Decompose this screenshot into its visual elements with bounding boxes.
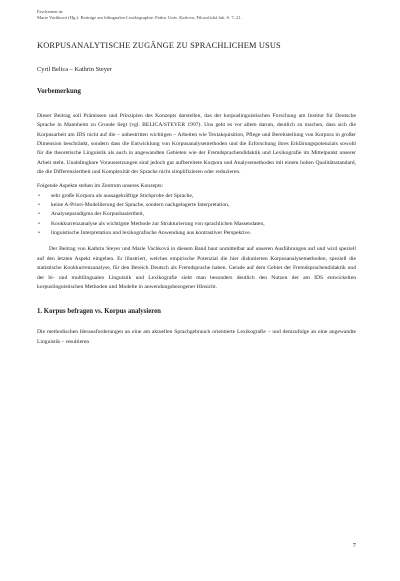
source-note-label: Erschienen in: [37,9,64,14]
paragraph-section-1: Die methodischen Herausforderungen an eine am aktuellen Sprachgebrauch orientierte Lexikografie – und demzufolge an eine angewandte Linguistik – resultieren [37,329,356,345]
list-item [37,201,356,210]
paragraph-aspects-lead: Folgende Aspekte stehen im Zentrum unseres Konzepts: [37,183,164,190]
bullet-icon: • [38,192,40,199]
article-authors: Cyril Belica – Kathrin Steyer [37,66,112,73]
source-note-citation: Marie Vachková (Hg.): Beiträge zur bilingualen Lexikographie. Praha: Univ. Karlova, Filozofická fak. S. 7–21. [37,15,242,20]
paragraph-related-contribution: Der Beitrag von Kathrin Steyer und Marie Vachková in diesem Band baut unmittelbar auf unseren Ausführungen auf und wird speziell auf den letzten Aspekt eingehen. Er illustriert, welches empirische Potenzial die hier diskutierten Korpusanalysemethoden, speziell die statistische Kookkurrenzanalyse, für den Bereich Deutsch als Fremdsprache haben. Gerade auf dem Gebiet der Fremdsprachendidaktik und der bi- und multilingualen Linguistik und Lexikografie sieht man besonders deutlich den Nutzen der am IDS entwickelten korpuslinguistischen Methoden und Modelle in anwendungsbezogener Hinsicht. [37,246,356,290]
page-number: 7 [352,542,356,549]
paragraph-intro: Dieser Beitrag soll Prämissen und Prinzipien des Konzepts darstellen, das der korpuslinguistischen Forschung am Institut für Deutsche Sprache in Mannheim zu Grunde liegt (vgl. BELICA/STEYER 1997). Uns geht es vor allem darum, deutlich zu machen, dass sich die Korpusarbeit am IDS nicht auf die – unbestritten wichtigen – Arbeiten wie Textakquisition, Pflege und Bereitstellung von Korpora in großer Dimension beschränkt, sondern dass die Entwicklung von Korpusanalysemethoden und die Erforschung ihres Erklärungspotenzials sowohl für die theoretische Linguistik als auch in angewandten Gebieten wie der Fremdsprachendidaktik und Lexikografie im Mittelpunkt unserer Arbeit steht. Unabdingbare Voraussetzungen sind jedoch gut aufbereitete Korpora und Analysemethoden mit einem hohen Qualitätsstandard, die die Differenziertheit und Komplexität der Sprache nicht simplifizieren oder reduzieren. [37,113,356,176]
bullet-icon: • [38,220,40,227]
article-title: KORPUSANALYTISCHE ZUGÄNGE ZU SPRACHLICHEM USUS [37,41,281,50]
bullet-icon: • [38,230,40,237]
list-item [37,229,356,238]
list-item [37,220,356,229]
bullet-icon: • [38,202,40,209]
list-item [37,210,356,219]
list-item-text: Analyseparadigma der Korpusbasiertheit, [51,211,145,218]
source-note [37,9,356,21]
aspect-list [37,192,356,239]
list-item-text: linguistische Interpretation und lexikografische Anwendung aus kontrastiver Perspektive. [51,230,252,237]
list-item [37,192,356,201]
list-item-text: sehr große Korpora als aussagekräftige Stichprobe der Sprache, [51,192,194,199]
section-heading-preface: Vorbemerkung [37,88,81,95]
list-item-text: Kookkurrenzanalyse als wichtigste Methode zur Strukturierung von sprachlichen Massendaten, [51,220,265,227]
bullet-icon: • [38,211,40,218]
list-item-text: keine A-Priori-Modellierung der Sprache, sondern nachgelagerte Interpretation, [51,202,230,209]
section-heading-1: 1. Korpus befragen vs. Korpus analysieren [37,308,161,316]
